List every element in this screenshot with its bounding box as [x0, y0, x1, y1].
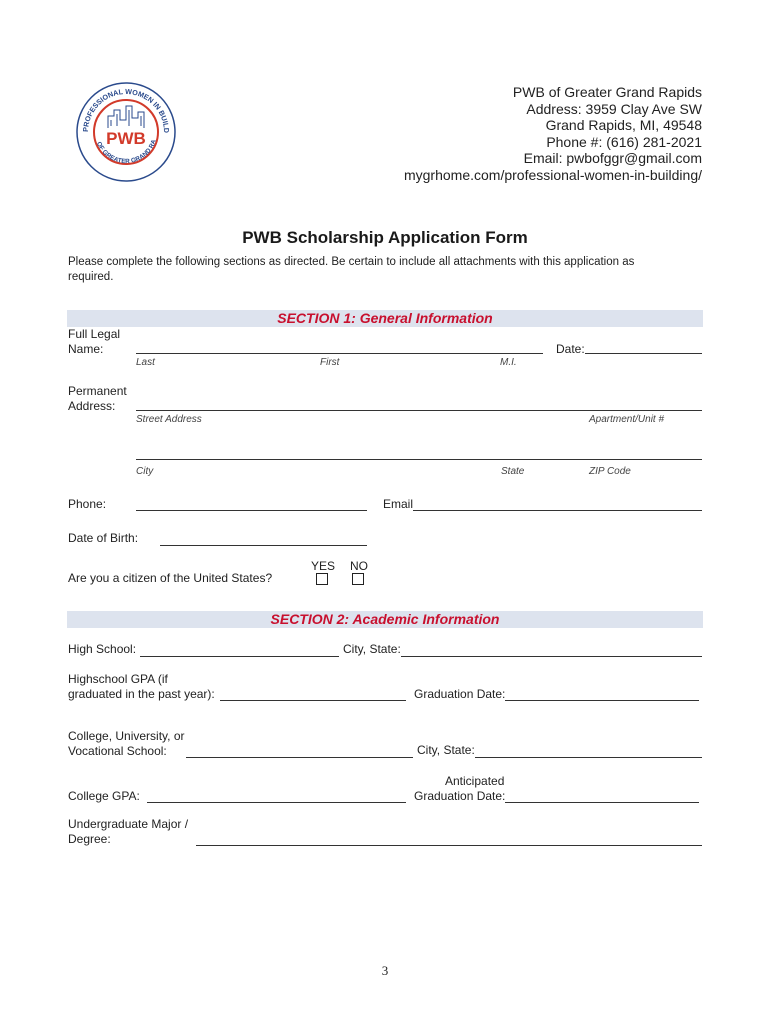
- section-2-header: [67, 611, 703, 628]
- city-state-zip-field[interactable]: [136, 459, 702, 460]
- major-label: Undergraduate Major / Degree:: [68, 817, 189, 846]
- state-caption: State: [501, 466, 525, 477]
- street-address-caption: Street Address: [136, 414, 202, 425]
- high-school-city-state-label: City, State:: [343, 642, 401, 656]
- yes-label: YES: [311, 559, 336, 573]
- anticipated-graduation-date-field[interactable]: [505, 802, 699, 803]
- org-address-block: [404, 84, 702, 183]
- citizen-yes-checkbox[interactable]: [316, 573, 328, 585]
- citizen-no-checkbox[interactable]: [352, 573, 364, 585]
- logo-ring-bottom: OF GREATER GRAND RA: [94, 138, 158, 166]
- college-gpa-field[interactable]: [147, 802, 406, 803]
- permanent-address-label: Permanent Address:: [68, 384, 127, 413]
- college-label: College, University, or Vocational School:: [68, 729, 185, 758]
- logo-ring-top: PROFESSIONAL WOMEN IN BUILD: [80, 86, 172, 134]
- college-field[interactable]: [186, 757, 413, 758]
- section-2-title: SECTION 2: Academic Information: [270, 611, 500, 627]
- no-label: NO: [350, 559, 368, 573]
- email-label: Email: [383, 497, 414, 511]
- org-email: Email: pwbofggr@gmail.com: [523, 150, 702, 166]
- org-city: Grand Rapids, MI, 49548: [545, 117, 702, 133]
- form-title: PWB Scholarship Application Form: [242, 228, 528, 247]
- middle-initial-caption: M.I.: [500, 357, 517, 368]
- full-name-field[interactable]: [136, 353, 543, 354]
- phone-label: Phone:: [68, 497, 107, 511]
- citizenship-question: Are you a citizen of the United States?: [68, 571, 273, 585]
- city-caption: City: [136, 466, 154, 477]
- highschool-gpa-label: Highschool GPA (if graduated in the past year):: [68, 672, 215, 701]
- date-field[interactable]: [585, 353, 702, 354]
- org-phone: Phone #: (616) 281-2021: [546, 133, 702, 150]
- college-city-state-label: City, State:: [417, 743, 475, 757]
- college-gpa-label: College GPA:: [68, 789, 140, 803]
- graduation-date-label: Graduation Date:: [414, 687, 506, 701]
- intro-line-2: required.: [68, 271, 114, 283]
- date-of-birth-field[interactable]: [160, 545, 367, 546]
- last-name-caption: Last: [136, 357, 155, 368]
- graduation-date-field[interactable]: [505, 700, 699, 701]
- email-field[interactable]: [413, 510, 702, 511]
- full-legal-name-label: Full Legal Name:: [68, 327, 121, 356]
- college-city-state-field[interactable]: [475, 757, 702, 758]
- apartment-caption: Apartment/Unit #: [589, 414, 665, 425]
- date-of-birth-label: Date of Birth:: [68, 531, 139, 545]
- phone-field[interactable]: [136, 510, 367, 511]
- highschool-gpa-field[interactable]: [220, 700, 406, 701]
- org-website: mygrhome.com/professional-women-in-building/: [403, 166, 702, 183]
- date-label: Date:: [556, 342, 585, 356]
- street-address-field[interactable]: [136, 410, 702, 411]
- high-school-city-state-field[interactable]: [401, 656, 702, 657]
- intro-line-1: Please complete the following sections as directed. Be certain to include all attachments with this application as: [68, 256, 635, 268]
- pwb-logo-icon: [74, 80, 178, 184]
- major-field[interactable]: [196, 845, 702, 846]
- anticipated-label: Anticipated: [445, 774, 505, 788]
- org-address: Address: 3959 Clay Ave SW: [526, 100, 702, 117]
- page-number: 3: [381, 963, 389, 978]
- pwb-logo: [74, 80, 178, 184]
- zip-caption: ZIP Code: [589, 466, 631, 477]
- section-1-title: SECTION 1: General Information: [277, 310, 493, 326]
- org-name: PWB of Greater Grand Rapids: [512, 84, 702, 100]
- high-school-field[interactable]: [140, 656, 339, 657]
- logo-center-text: PWB: [106, 129, 146, 148]
- anticipated-graduation-date-label: Graduation Date:: [414, 789, 506, 803]
- first-name-caption: First: [320, 357, 340, 368]
- high-school-label: High School:: [68, 642, 137, 656]
- section-1-header: [67, 310, 703, 327]
